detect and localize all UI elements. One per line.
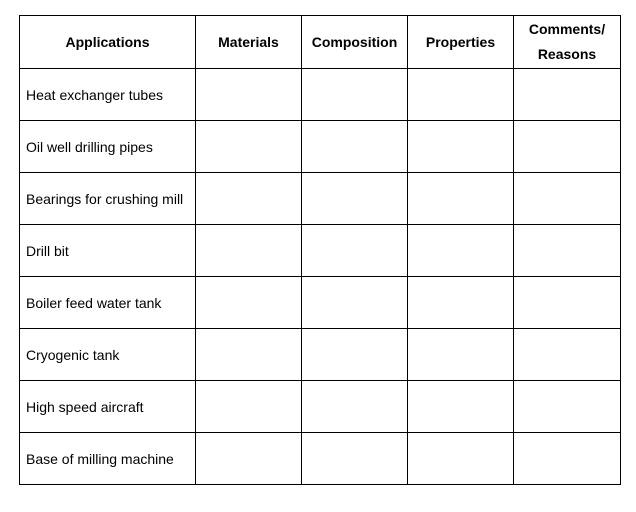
- comments-cell[interactable]: [514, 121, 621, 173]
- application-cell: Base of milling machine: [20, 433, 196, 485]
- composition-cell[interactable]: [302, 121, 408, 173]
- properties-cell[interactable]: [408, 225, 514, 277]
- properties-cell[interactable]: [408, 277, 514, 329]
- comments-cell[interactable]: [514, 381, 621, 433]
- materials-cell[interactable]: [196, 277, 302, 329]
- properties-cell[interactable]: [408, 173, 514, 225]
- materials-cell[interactable]: [196, 173, 302, 225]
- table-row: [20, 277, 621, 329]
- composition-cell[interactable]: [302, 225, 408, 277]
- table-row: [20, 121, 621, 173]
- header-comments-reasons: [514, 16, 621, 69]
- application-cell: Drill bit: [20, 225, 196, 277]
- materials-cell[interactable]: [196, 225, 302, 277]
- composition-cell[interactable]: [302, 381, 408, 433]
- comments-cell[interactable]: [514, 433, 621, 485]
- application-cell: Oil well drilling pipes: [20, 121, 196, 173]
- application-cell: Bearings for crushing mill: [20, 173, 196, 225]
- properties-cell[interactable]: [408, 121, 514, 173]
- comments-cell[interactable]: [514, 173, 621, 225]
- table-row: [20, 173, 621, 225]
- application-cell: Heat exchanger tubes: [20, 69, 196, 121]
- composition-cell[interactable]: [302, 433, 408, 485]
- table-row: [20, 433, 621, 485]
- comments-cell[interactable]: [514, 329, 621, 381]
- materials-cell[interactable]: [196, 381, 302, 433]
- comments-cell[interactable]: [514, 277, 621, 329]
- materials-cell[interactable]: [196, 329, 302, 381]
- properties-cell[interactable]: [408, 329, 514, 381]
- comments-cell[interactable]: [514, 69, 621, 121]
- composition-cell[interactable]: [302, 69, 408, 121]
- header-row: [20, 16, 621, 69]
- comments-cell[interactable]: [514, 225, 621, 277]
- composition-cell[interactable]: [302, 329, 408, 381]
- table-row: [20, 381, 621, 433]
- table-row: [20, 225, 621, 277]
- application-cell: Boiler feed water tank: [20, 277, 196, 329]
- composition-cell[interactable]: [302, 277, 408, 329]
- header-applications: Applications: [20, 16, 196, 69]
- header-comments-line2: Reasons: [537, 46, 597, 62]
- properties-cell[interactable]: [408, 381, 514, 433]
- header-materials: Materials: [196, 16, 302, 69]
- header-composition: Composition: [302, 16, 408, 69]
- materials-cell[interactable]: [196, 121, 302, 173]
- header-comments-line1: Comments/: [528, 21, 606, 37]
- application-cell: High speed aircraft: [20, 381, 196, 433]
- composition-cell[interactable]: [302, 173, 408, 225]
- properties-cell[interactable]: [408, 69, 514, 121]
- materials-cell[interactable]: [196, 69, 302, 121]
- table-row: [20, 69, 621, 121]
- applications-table: [19, 15, 621, 485]
- application-cell: Cryogenic tank: [20, 329, 196, 381]
- materials-cell[interactable]: [196, 433, 302, 485]
- table-row: [20, 329, 621, 381]
- properties-cell[interactable]: [408, 433, 514, 485]
- header-properties: Properties: [408, 16, 514, 69]
